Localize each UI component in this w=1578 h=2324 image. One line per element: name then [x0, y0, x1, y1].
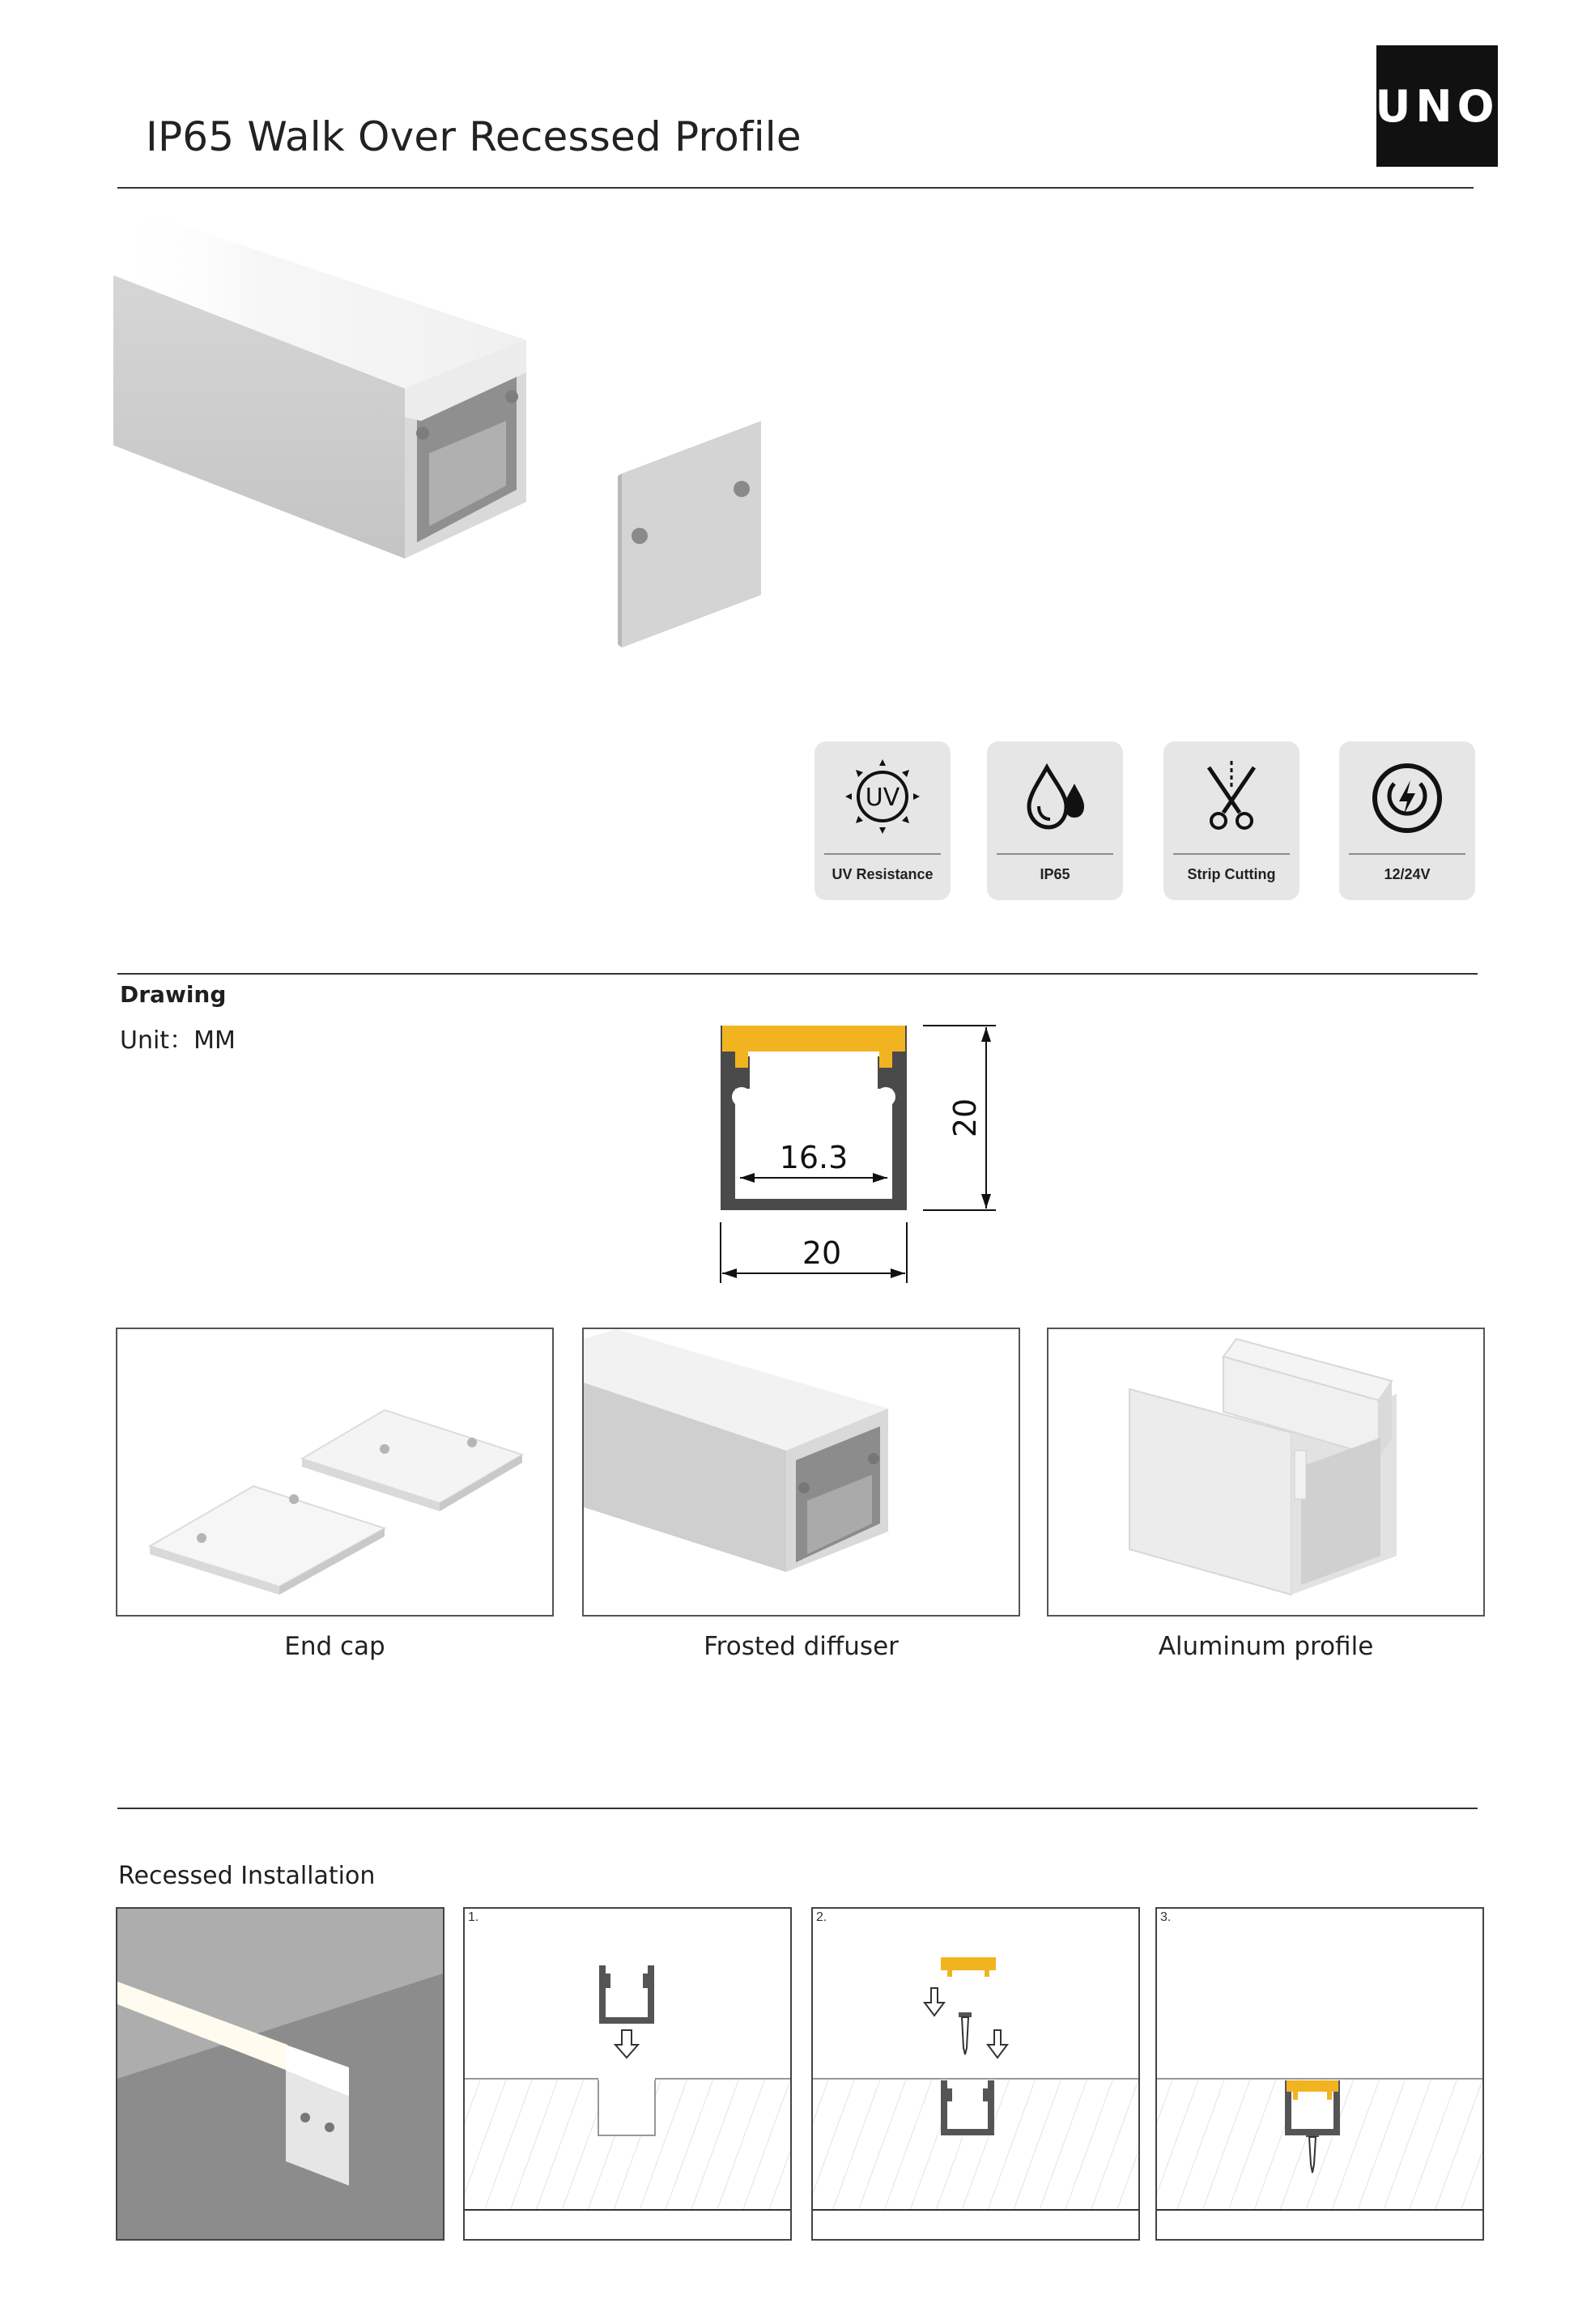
drawing-divider [117, 973, 1478, 975]
unit-label: Unit：MM [120, 1026, 236, 1055]
feature-strip-cutting [1163, 741, 1299, 900]
drawing-heading: Drawing [120, 981, 227, 1008]
aluminum-profile-illustration [1048, 1329, 1483, 1615]
step-number: 3. [1160, 1910, 1172, 1924]
feature-label: IP65 [1040, 866, 1070, 882]
step-number: 2. [816, 1910, 827, 1924]
installation-heading: Recessed Installation [118, 1862, 376, 1890]
component-frosted-diffuser-image [582, 1328, 1020, 1617]
feature-uv-resistance [815, 741, 951, 900]
installation-step-3 [1155, 1907, 1484, 2241]
feature-label: 12/24V [1384, 866, 1431, 882]
feature-ip65 [987, 741, 1123, 900]
step-3-diagram [1157, 1909, 1482, 2239]
scissors-icon [1191, 756, 1272, 837]
profile-cross-section-drawing [704, 1016, 1012, 1283]
feature-label: Strip Cutting [1187, 866, 1276, 882]
uv-icon-text: UV [865, 784, 900, 812]
frosted-diffuser-illustration [584, 1329, 1019, 1615]
caption-end-cap: End cap [284, 1632, 385, 1661]
height-label: 20 [947, 1098, 983, 1138]
installation-step-2 [811, 1907, 1140, 2241]
feature-label: UV Resistance [832, 866, 934, 882]
inner-width-label: 16.3 [779, 1140, 849, 1175]
product-hero-image [113, 219, 761, 656]
caption-aluminum-profile: Aluminum profile [1158, 1632, 1374, 1661]
step-1-diagram [465, 1909, 790, 2239]
step-number: 1. [468, 1910, 479, 1924]
component-aluminum-profile-image [1047, 1328, 1485, 1617]
page-title: IP65 Walk Over Recessed Profile [146, 113, 802, 160]
uv-sun-icon [842, 756, 923, 837]
power-bolt-icon [1367, 756, 1448, 837]
caption-frosted-diffuser: Frosted diffuser [704, 1632, 899, 1661]
water-drops-icon [1014, 756, 1095, 837]
step-2-diagram [813, 1909, 1138, 2239]
outer-width-label: 20 [802, 1235, 842, 1271]
header-divider [117, 187, 1474, 189]
installed-profile-photo [116, 1907, 444, 2241]
brand-logo: UNO [1376, 45, 1498, 167]
component-end-cap-image [116, 1328, 554, 1617]
installation-step-1 [463, 1907, 792, 2241]
end-cap-illustration [117, 1329, 552, 1615]
installation-divider [117, 1808, 1478, 1809]
feature-voltage [1339, 741, 1475, 900]
